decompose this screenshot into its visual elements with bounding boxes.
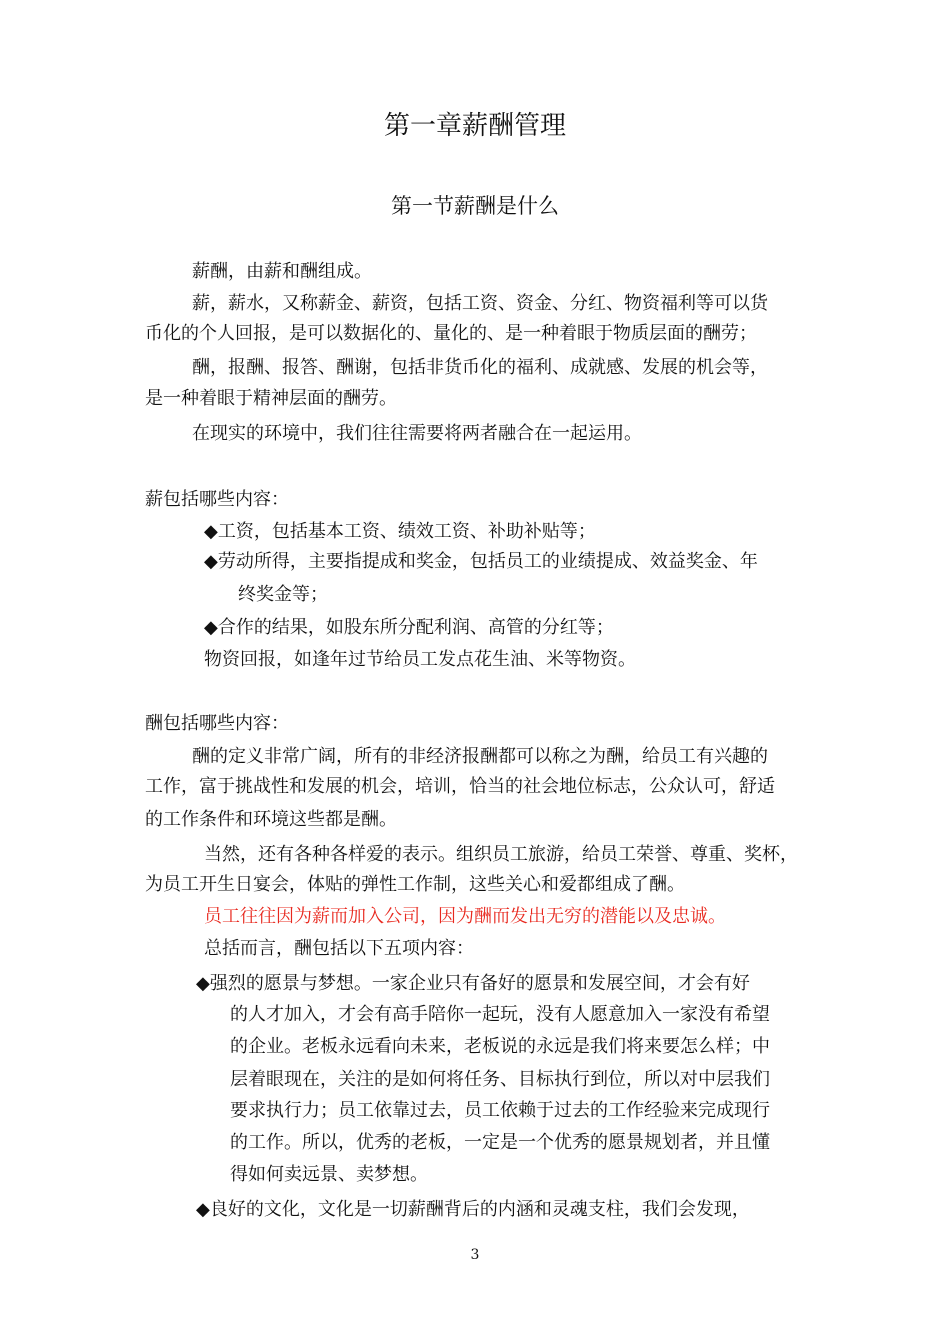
chou-paragraph-1-line-3: 的工作条件和环境这些都是酬。 (145, 809, 397, 830)
page-number: 3 (470, 1247, 480, 1263)
chou-paragraph-2-line-1: 当然，还有各种各样爱的表示。组织员工旅游，给员工荣誉、尊重、奖杯， (204, 844, 798, 865)
chou-bullet-1-line-5: 要求执行力；员工依靠过去，员工依赖于过去的工作经验来完成现行 (230, 1100, 770, 1121)
chou-bullet-1-line-1: ◆强烈的愿景与梦想。一家企业只有备好的愿景和发展空间，才会有好 (196, 973, 750, 994)
highlight-sentence: 员工往往因为薪而加入公司，因为酬而发出无穷的潜能以及忠诚。 (204, 906, 726, 927)
xin-bullet-4: 物资回报，如逢年过节给员工发点花生油、米等物资。 (204, 649, 636, 670)
section-title: 第一节薪酬是什么 (391, 194, 559, 218)
intro-paragraph-2-line-1: 薪，薪水，又称薪金、薪资，包括工资、资金、分红、物资福利等可以货 (192, 293, 768, 314)
xin-bullet-2-line-1: ◆劳动所得，主要指提成和奖金，包括员工的业绩提成、效益奖金、年 (204, 551, 758, 572)
intro-paragraph-3-line-2: 是一种着眼于精神层面的酬劳。 (145, 388, 397, 409)
chou-bullet-2-line-1: ◆良好的文化，文化是一切薪酬背后的内涵和灵魂支柱，我们会发现， (196, 1199, 750, 1220)
intro-paragraph-3-line-1: 酬，报酬、报答、酬谢，包括非货币化的福利、成就感、发展的机会等， (192, 357, 768, 378)
chou-bullet-1-line-7: 得如何卖远景、卖梦想。 (230, 1164, 428, 1185)
chou-paragraph-2-line-2: 为员工开生日宴会，体贴的弹性工作制，这些关心和爱都组成了酬。 (145, 874, 685, 895)
summary-line: 总括而言，酬包括以下五项内容： (204, 938, 474, 959)
xin-bullet-2-line-2: 终奖金等； (238, 584, 328, 605)
intro-paragraph-2-line-2: 币化的个人回报，是可以数据化的、量化的、是一种着眼于物质层面的酬劳； (145, 323, 757, 344)
chou-bullet-1-line-2: 的人才加入，才会有高手陪你一起玩，没有人愿意加入一家没有希望 (230, 1004, 770, 1025)
chou-paragraph-1-line-1: 酬的定义非常广阔，所有的非经济报酬都可以称之为酬，给员工有兴趣的 (192, 746, 768, 767)
xin-heading: 薪包括哪些内容： (145, 489, 289, 510)
chapter-title: 第一章薪酬管理 (383, 111, 566, 141)
intro-paragraph-4: 在现实的环境中，我们往往需要将两者融合在一起运用。 (192, 423, 642, 444)
xin-bullet-1: ◆工资，包括基本工资、绩效工资、补助补贴等； (204, 521, 596, 542)
intro-paragraph-1: 薪酬，由薪和酬组成。 (192, 261, 372, 282)
chou-bullet-1-line-4: 层着眼现在，关注的是如何将任务、目标执行到位，所以对中层我们 (230, 1069, 770, 1090)
chou-heading: 酬包括哪些内容： (145, 713, 289, 734)
chou-bullet-1-line-6: 的工作。所以，优秀的老板，一定是一个优秀的愿景规划者，并且懂 (230, 1132, 770, 1153)
chou-paragraph-1-line-2: 工作，富于挑战性和发展的机会，培训，恰当的社会地位标志，公众认可，舒适 (145, 776, 775, 797)
chou-bullet-1-line-3: 的企业。老板永远看向未来，老板说的永远是我们将来要怎么样；中 (230, 1036, 770, 1057)
xin-bullet-3: ◆合作的结果，如股东所分配利润、高管的分红等； (204, 617, 614, 638)
